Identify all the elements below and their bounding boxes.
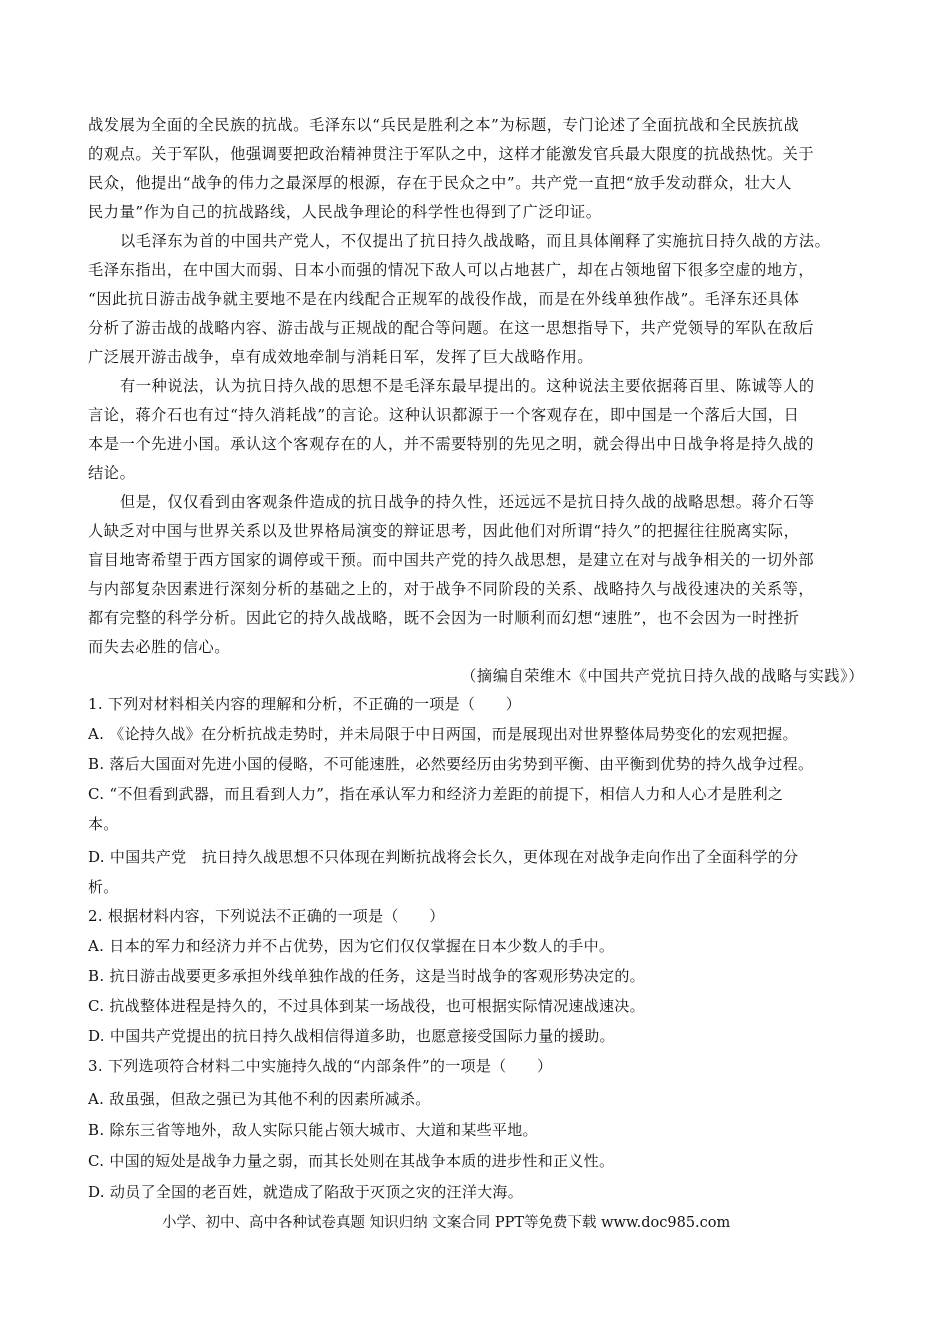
question-1-option-d: D. 中国共产党 抗日持久战思想不只体现在判断抗战将会长久，更体现在对战争走向作出了全面科学的分 [88, 848, 799, 866]
question-2-option-a: A. 日本的军力和经济力并不占优势，因为它们仅仅掌握在日本少数人的手中。 [88, 937, 615, 955]
passage-line: 分析了游击战的战略内容、游击战与正规战的配合等问题。在这一思想指导下，共产党领导的军队在敌后 [88, 319, 815, 337]
passage-line: “因此抗日游击战争就主要地不是在内线配合正规军的战役作战，而是在外线单独作战”。毛泽东还具体 [88, 290, 800, 308]
page-footer: 小学、初中、高中各种试卷真题 知识归纳 文案合同 PPT等免费下载 www.doc985.com [162, 1215, 731, 1231]
question-3-option-d: D. 动员了全国的老百姓，就造成了陷敌于灭顶之灾的汪洋大海。 [88, 1183, 524, 1201]
passage-line: 以毛泽东为首的中国共产党人，不仅提出了抗日持久战战略，而且具体阐释了实施抗日持久战的方法。 [120, 232, 831, 250]
question-1-option-b: B. 落后大国面对先进小国的侵略，不可能速胜，必然要经历由劣势到平衡、由平衡到优势的持久战争过程。 [88, 755, 814, 773]
question-3-option-b: B. 除东三省等地外，敌人实际只能占领大城市、大道和某些平地。 [88, 1121, 538, 1139]
question-2-option-c: C. 抗战整体进程是持久的，不过具体到某一场战役，也可根据实际情况速战速决。 [88, 997, 645, 1015]
question-1-stem: 1. 下列对材料相关内容的理解和分析，不正确的一项是（ ） [88, 695, 522, 713]
passage-line: 人缺乏对中国与世界关系以及世界格局演变的辩证思考，因此他们对所谓“持久”的把握往往脱离实际， [88, 522, 800, 540]
passage-line: 广泛展开游击战争，卓有成效地牵制与消耗日军，发挥了巨大战略作用。 [88, 348, 594, 366]
question-3-option-a: A. 敌虽强，但敌之强已为其他不利的因素所减杀。 [88, 1090, 431, 1108]
passage-line: 有一种说法，认为抗日持久战的思想不是毛泽东最早提出的。这种说法主要依据蒋百里、陈诚等人的 [120, 377, 815, 395]
passage-line: 民力量”作为自己的抗战路线，人民战争理论的科学性也得到了广泛印证。 [88, 203, 602, 221]
question-2-option-b: B. 抗日游击战要更多承担外线单独作战的任务，这是当时战争的客观形势决定的。 [88, 967, 645, 985]
question-1-option-c-cont: 本。 [88, 815, 119, 833]
passage-line: 但是，仅仅看到由客观条件造成的抗日战争的持久性，还远远不是抗日持久战的战略思想。蒋介石等 [120, 493, 815, 511]
question-1-option-a: A. 《论持久战》在分析抗战走势时，并未局限于中日两国，而是展现出对世界整体局势变化的宏观把握。 [88, 725, 798, 743]
question-2-option-d: D. 中国共产党提出的抗日持久战相信得道多助，也愿意接受国际力量的援助。 [88, 1027, 615, 1045]
passage-line: 毛泽东指出，在中国大而弱、日本小而强的情况下敌人可以占地甚广，却在占领地留下很多空虚的地方， [88, 261, 815, 279]
passage-line: 结论。 [88, 464, 136, 482]
question-1-option-c: C. “不但看到武器，而且看到人力”，指在承认军力和经济力差距的前提下，相信人力和人心才是胜利之 [88, 785, 784, 803]
passage-line: 都有完整的科学分析。因此它的持久战战略，既不会因为一时顺利而幻想“速胜”，也不会因为一时挫折 [88, 609, 800, 627]
passage-line: 本是一个先进小国。承认这个客观存在的人，并不需要特别的先见之明，就会得出中日战争将是持久战的 [88, 435, 815, 453]
passage-line: 的观点。关于军队，他强调要把政治精神贯注于军队之中，这样才能激发官兵最大限度的抗战热忱。关于 [88, 145, 815, 163]
question-1-option-d-cont: 析。 [88, 878, 119, 896]
passage-line: 盲目地寄希望于西方国家的调停或干预。而中国共产党的持久战思想，是建立在对与战争相关的一切外部 [88, 551, 815, 569]
question-3-option-c: C. 中国的短处是战争力量之弱，而其长处则在其战争本质的进步性和正义性。 [88, 1152, 615, 1170]
passage-source: （摘编自荣维木《中国共产党抗日持久战的战略与实践》） [461, 667, 864, 685]
question-3-stem: 3. 下列选项符合材料二中实施持久战的“内部条件”的一项是（ ） [88, 1057, 553, 1075]
passage-line: 与内部复杂因素进行深刻分析的基础之上的，对于战争不同阶段的关系、战略持久与战役速决的关系等， [88, 580, 815, 598]
passage-line: 言论，蒋介石也有过“持久消耗战”的言论。这种认识都源于一个客观存在，即中国是一个落后大国，日 [88, 406, 800, 424]
passage-line: 战发展为全面的全民族的抗战。毛泽东以“兵民是胜利之本”为标题，专门论述了全面抗战和全民族抗战 [88, 116, 800, 134]
passage-line: 而失去必胜的信心。 [88, 638, 231, 656]
question-2-stem: 2. 根据材料内容，下列说法不正确的一项是（ ） [88, 907, 445, 925]
passage-line: 民众，他提出“战争的伟力之最深厚的根源，存在于民众之中”。共产党一直把“放手发动群众，壮大人 [88, 174, 792, 192]
